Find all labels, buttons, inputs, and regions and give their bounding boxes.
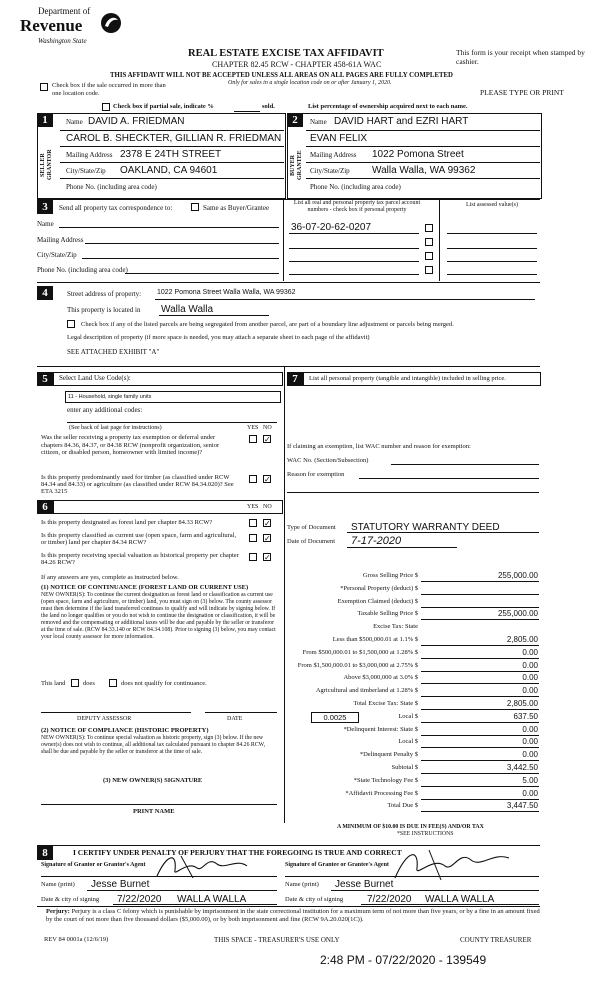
grantee-name-label: Name (print) — [285, 881, 319, 888]
tax-row-label: *Personal Property (deduct) $ — [340, 584, 418, 592]
street-address[interactable]: 1022 Pomona Street Walla Walla, WA 99362 — [157, 289, 296, 296]
section-number: 1 — [37, 113, 53, 127]
section-number: 8 — [37, 846, 53, 860]
correspondence-mailing-label: Mailing Address — [37, 236, 84, 244]
located-label: This property is located in — [67, 306, 141, 314]
correspondence-phone-label: Phone No. (including area code) — [37, 266, 128, 274]
section-number: 4 — [37, 286, 53, 300]
dept-label: Department of — [38, 6, 91, 16]
deputy-label: DEPUTY ASSESSOR — [77, 716, 132, 722]
personal-property-checkbox[interactable] — [425, 238, 433, 246]
warning: THIS AFFIDAVIT WILL NOT BE ACCEPTED UNLESS ALL AREAS ON ALL PAGES ARE FULLY COMPLETED — [110, 72, 453, 79]
land-use-section — [37, 370, 282, 500]
buyer-side-label: BUYER GRANTEE — [290, 150, 303, 180]
tax-row-label: Above $3,000,000 at 3.0% $ — [343, 674, 418, 682]
forest-land-section — [37, 500, 282, 820]
no-label: NO — [263, 504, 272, 510]
doc-type-label: Type of Document — [287, 524, 336, 531]
current-use-question: Is this property classified as current use (open space, farm and agricultural, or timber) land per chapter 84.34 RCW? — [41, 532, 237, 546]
ownership-note: List percentage of ownership acquired next to each name. — [308, 103, 468, 110]
grantor-date-label: Date & city of signing — [41, 896, 100, 903]
tax-row-label: Excise Tax: State — [373, 623, 418, 631]
recording-stamp: 2:48 PM - 07/22/2020 - 139549 — [320, 953, 487, 967]
grantee-city[interactable]: WALLA WALLA — [425, 894, 495, 905]
tax-row-value[interactable]: 3,447.50 — [506, 801, 538, 811]
tax-row-value[interactable]: 0.00 — [522, 673, 538, 683]
tax-row-value[interactable]: 2,805.00 — [506, 635, 538, 644]
segregate-label: Check box if any of the listed parcels are being segregated from another parcel, are part of a boundary line adjustment or parcels being merged. — [81, 321, 454, 328]
segregate-checkbox[interactable] — [67, 320, 75, 328]
tax-row-label: Gross Selling Price $ — [362, 572, 418, 579]
historic-question: Is this property receiving special valuation as historical property per chapter 84.26 RCW? — [41, 552, 239, 566]
county-treasurer: COUNTY TREASURER — [460, 936, 532, 944]
land-use-label: Select Land Use Code(s): — [59, 374, 131, 382]
legal-description[interactable]: SEE ATTACHED EXHIBIT "A" — [67, 348, 160, 356]
q1-no-checkbox[interactable]: ✓ — [264, 435, 271, 444]
tax-row-label: Exemption Claimed (deduct) $ — [337, 597, 418, 605]
wa-logo-icon — [100, 12, 122, 34]
perjury-label: Perjury: — [46, 908, 70, 915]
new-owner-signature-label: (3) NEW OWNER(S) SIGNATURE — [103, 777, 203, 784]
certification-section — [37, 846, 540, 906]
personal-property-label: List all personal property (tangible and intangible) included in selling price. — [309, 375, 506, 382]
multi-location-label: Check box if the sale occurred in more than one location code. — [52, 82, 166, 97]
seller-city[interactable]: OAKLAND, CA 94601 — [120, 165, 218, 176]
tax-row-value[interactable]: 0.00 — [522, 660, 538, 670]
correspondence-section — [37, 200, 540, 282]
correspondence-city-label: City/State/Zip — [37, 251, 77, 259]
grantee-sig-label: Signature of Grantee or Grantee's Agent — [285, 862, 389, 868]
forest-yes-checkbox[interactable] — [249, 519, 257, 527]
tax-row-value[interactable]: 255,000.00 — [497, 571, 538, 580]
notice1-title: (1) NOTICE OF CONTINUANCE (FOREST LAND OR CURRENT USE) — [41, 584, 249, 591]
seller-phone-label: Phone No. (including area code) — [66, 183, 157, 191]
see-instructions: *SEE INSTRUCTIONS — [397, 831, 454, 837]
no-label: NO — [263, 425, 272, 431]
current-use-no-checkbox[interactable]: ✓ — [264, 534, 271, 543]
if-yes-note: If any answers are yes, complete as instructed below. — [41, 574, 179, 581]
property-section — [37, 284, 540, 364]
historic-no-checkbox[interactable]: ✓ — [264, 553, 271, 562]
seller-mailing-label: Mailing Address — [66, 151, 113, 159]
additional-codes-label: enter any additional codes: — [67, 406, 143, 414]
buyer-mailing-label: Mailing Address — [310, 151, 357, 159]
date-label: DATE — [227, 716, 243, 722]
perjury-notice — [46, 908, 540, 924]
buyer-name2[interactable]: EVAN FELIX — [310, 133, 368, 144]
tax-table — [287, 571, 540, 837]
type-print: PLEASE TYPE OR PRINT — [480, 88, 564, 97]
forest-no-checkbox[interactable]: ✓ — [264, 519, 271, 528]
tax-row-value[interactable]: 3,442.50 — [506, 763, 538, 772]
exemption-claim-label: If claiming an exemption, list WAC number and reason for exemption: — [287, 443, 471, 450]
tax-row-label: Taxable Selling Price $ — [357, 610, 418, 618]
does-checkbox[interactable] — [71, 679, 79, 687]
local-rate[interactable]: 0.0025 — [311, 712, 359, 723]
send-label: Send all property tax correspondence to: — [59, 204, 173, 212]
section-number: 2 — [287, 113, 303, 127]
timber-question: Is this property predominantly used for timber (as classified under RCW 84.34 and 84.33) or agriculture (as classified under RCW 84.34.020)? See ETA 3215 — [41, 474, 234, 495]
notice2-title: (2) NOTICE OF COMPLIANCE (HISTORIC PROPERTY) — [41, 727, 209, 734]
form-title: REAL ESTATE EXCISE TAX AFFIDAVIT — [188, 48, 384, 59]
notice2-body: NEW OWNER(S): To continue special valuation as historic property, sign (3) below. If the new owner(s) does not wish to continue, all additional tax calculated pursuant to chapter 84.26 RCW, shall be due and payable by the seller or transferor at the time of sale. — [41, 735, 266, 755]
buyer-city[interactable]: Walla Walla, WA 99362 — [372, 165, 476, 176]
doc-date-label: Date of Document — [287, 538, 336, 545]
same-as-buyer-label: Same as Buyer/Grantee — [203, 204, 270, 212]
tax-row-label: *Affidavit Processing Fee $ — [345, 789, 418, 797]
tax-row-value[interactable]: 0.00 — [522, 686, 538, 696]
yes-label: YES — [247, 504, 259, 510]
grantor-city[interactable]: WALLA WALLA — [177, 894, 247, 905]
grantee-date-label: Date & city of signing — [285, 896, 344, 903]
buyer-name-label: Name — [310, 118, 327, 126]
grantor-name[interactable]: Jesse Burnet — [91, 879, 150, 890]
street-label: Street address of property: — [67, 290, 142, 298]
partial-sale-checkbox[interactable] — [102, 103, 110, 111]
seller-name2[interactable]: CAROL B. SHECKTER, GILLIAN R. FRIEDMAN — [66, 133, 282, 144]
located-in[interactable]: Walla Walla — [161, 304, 214, 315]
notice1-body: NEW OWNER(S): To continue the current designation as forest land or classification as current use (open space, farm and agriculture, or timber) land, you must sign on (3) below. The county assessor must then determine if the land transferred continues to qualify and will indicate by signing below. If the land no longer qualifies or you do not wish to continue the designation or classification, it will be removed and the compensating or additional taxes will be due and payable by the seller or transferor at the time of sale. (RCW 84.33.140 or RCW 84.34.108). Prior to signing (3) below, you may contact your local county assessor for more information. — [41, 592, 276, 640]
this-land-label: This land — [41, 680, 66, 687]
q2-no-checkbox[interactable]: ✓ — [264, 475, 271, 484]
print-name-label: PRINT NAME — [133, 808, 175, 815]
seller-name1[interactable]: DAVID A. FRIEDMAN — [88, 116, 185, 127]
historic-yes-checkbox[interactable] — [249, 553, 257, 561]
sub-warning: Only for sales in a single location code on or after January 1, 2020. — [228, 80, 392, 86]
tax-row-label: Total Due $ — [387, 802, 418, 810]
buyer-section — [287, 113, 542, 199]
see-back-note: (See back of last page for instructions) — [69, 425, 162, 431]
current-use-yes-checkbox[interactable] — [249, 534, 257, 542]
tax-row-label: Local $ — [398, 738, 418, 746]
grantor-name-label: Name (print) — [41, 881, 75, 888]
grantor-date[interactable]: 7/22/2020 — [117, 894, 162, 905]
form-revision: REV 84 0001a (12/6/19) — [44, 936, 109, 943]
tax-row-label: Agricultural and timberland at 1.28% $ — [315, 687, 418, 695]
perjury-text: Perjury is a class C felony which is punishable by imprisonment in the state correctional institution for a maximum term of not more than five years, or by a fine in an amount fixed by the court of not more than five thousand dollars ($5,000.00), or by both imprisonment and fine (RCW 9A.20.020(1C)). — [46, 908, 540, 923]
land-use-select[interactable]: 11 - Household, single family units — [65, 391, 281, 403]
treasurer-space: THIS SPACE - TREASURER'S USE ONLY — [214, 936, 340, 944]
tax-row-value[interactable]: 255,000.00 — [497, 609, 538, 619]
form-chapter: CHAPTER 82.45 RCW - CHAPTER 458-61A WAC — [212, 60, 382, 69]
seller-section — [37, 113, 286, 199]
receipt-note: This form is your receipt when stamped by cashier. — [456, 48, 585, 66]
does-not-label: does not qualify for continuance. — [121, 680, 207, 687]
tax-row-value[interactable]: 5.00 — [522, 775, 538, 785]
seller-mailing[interactable]: 2378 E 24TH STREET — [120, 149, 222, 160]
exemption-question: Was the seller receiving a property tax exemption or deferral under chapters 84.36, 84.37, or 84.38 RCW (nonprofit organization, senior citizen, or disabled person, homeowner with limited income)? — [41, 434, 220, 456]
grantee-date[interactable]: 7/22/2020 — [367, 894, 412, 905]
section-number: 3 — [37, 200, 53, 214]
same-as-buyer-checkbox[interactable] — [191, 203, 199, 211]
grantor-sig-label: Signature of Grantor or Grantor's Agent — [41, 862, 146, 868]
tax-row-label: *State Technology Fee $ — [353, 776, 418, 784]
grantee-name[interactable]: Jesse Burnet — [335, 879, 394, 890]
seller-city-label: City/State/Zip — [66, 167, 106, 175]
personal-property-section — [287, 370, 540, 550]
tax-row-value[interactable]: 0.00 — [522, 724, 538, 734]
buyer-mailing[interactable]: 1022 Pomona Street — [372, 149, 464, 160]
q1-yes-checkbox[interactable] — [249, 435, 257, 443]
section-number: 6 — [37, 500, 53, 514]
revenue-logo — [20, 6, 130, 68]
reason-label: Reason for exemption — [287, 471, 345, 478]
assessed-header: List assessed value(s) — [466, 202, 518, 208]
parcel-number[interactable]: 36-07-20-62-0207 — [291, 222, 372, 233]
tax-row-value[interactable]: 0.00 — [522, 750, 538, 760]
multi-location-checkbox[interactable] — [40, 83, 48, 91]
partial-sale-sold: sold. — [262, 103, 275, 110]
buyer-phone-label: Phone No. (including area code) — [310, 183, 401, 191]
minimum-note: A MINIMUM OF $10.00 IS DUE IN FEE(S) AND/OR TAX — [337, 824, 484, 830]
partial-sale-label: Check box if partial sale, indicate % — [113, 103, 214, 110]
tax-row-value[interactable]: 637.50 — [513, 711, 538, 721]
correspondence-name-label: Name — [37, 220, 54, 228]
yes-label: YES — [247, 425, 259, 431]
tax-row-label: Total Excise Tax: State $ — [353, 700, 418, 707]
tax-row-label: Less than $500,000.01 at 1.1% $ — [332, 636, 418, 643]
tax-row-value[interactable]: 0.00 — [522, 647, 538, 657]
tax-row-label: Subtotal $ — [391, 764, 418, 771]
state-label: Washington State — [38, 37, 87, 45]
tax-row-label: From $500,000.01 to $1,500,000 at 1.28% $ — [302, 648, 418, 656]
section-number: 5 — [37, 372, 53, 386]
tax-row-value[interactable]: 0.00 — [522, 788, 538, 798]
seller-side-label: SELLER GRANTOR — [40, 149, 53, 181]
certify-statement: I CERTIFY UNDER PENALTY OF PERJURY THAT THE FOREGOING IS TRUE AND CORRECT — [73, 848, 402, 857]
tax-row-label: *Delinquent Interest: State $ — [343, 725, 418, 733]
does-not-checkbox[interactable] — [109, 679, 117, 687]
q2-yes-checkbox[interactable] — [249, 475, 257, 483]
tax-row-value[interactable]: 0.00 — [522, 737, 538, 747]
wac-label: WAC No. (Section/Subsection) — [287, 457, 369, 464]
buyer-name1[interactable]: DAVID HART and EZRI HART — [334, 116, 469, 127]
doc-type[interactable]: STATUTORY WARRANTY DEED — [351, 522, 500, 533]
tax-row-value[interactable]: 2,805.00 — [506, 699, 538, 708]
tax-row-label: *Delinquent Penalty $ — [359, 751, 418, 759]
legal-label: Legal description of property (if more space is needed, you may attach a separate sheet to each page of the affidavit) — [67, 334, 370, 341]
tax-row-label: From $1,500,000.01 to $3,000,000 at 2.75% $ — [297, 661, 418, 669]
personal-property-checkbox[interactable] — [425, 266, 433, 274]
seller-name-label: Name — [66, 118, 83, 126]
personal-property-checkbox[interactable] — [425, 224, 433, 232]
forest-question: Is this property designated as forest land per chapter 84.33 RCW? — [41, 519, 213, 526]
doc-date[interactable]: 7-17-2020 — [351, 535, 402, 547]
personal-property-checkbox[interactable] — [425, 252, 433, 260]
does-label: does — [83, 680, 95, 687]
tax-row-label: Local $ — [398, 712, 418, 720]
parcel-header: List all real and personal property tax parcel account numbers - check box if personal property — [293, 200, 421, 213]
section-number: 7 — [287, 372, 303, 386]
revenue-label: Revenue — [20, 16, 83, 35]
buyer-city-label: City/State/Zip — [310, 167, 350, 175]
